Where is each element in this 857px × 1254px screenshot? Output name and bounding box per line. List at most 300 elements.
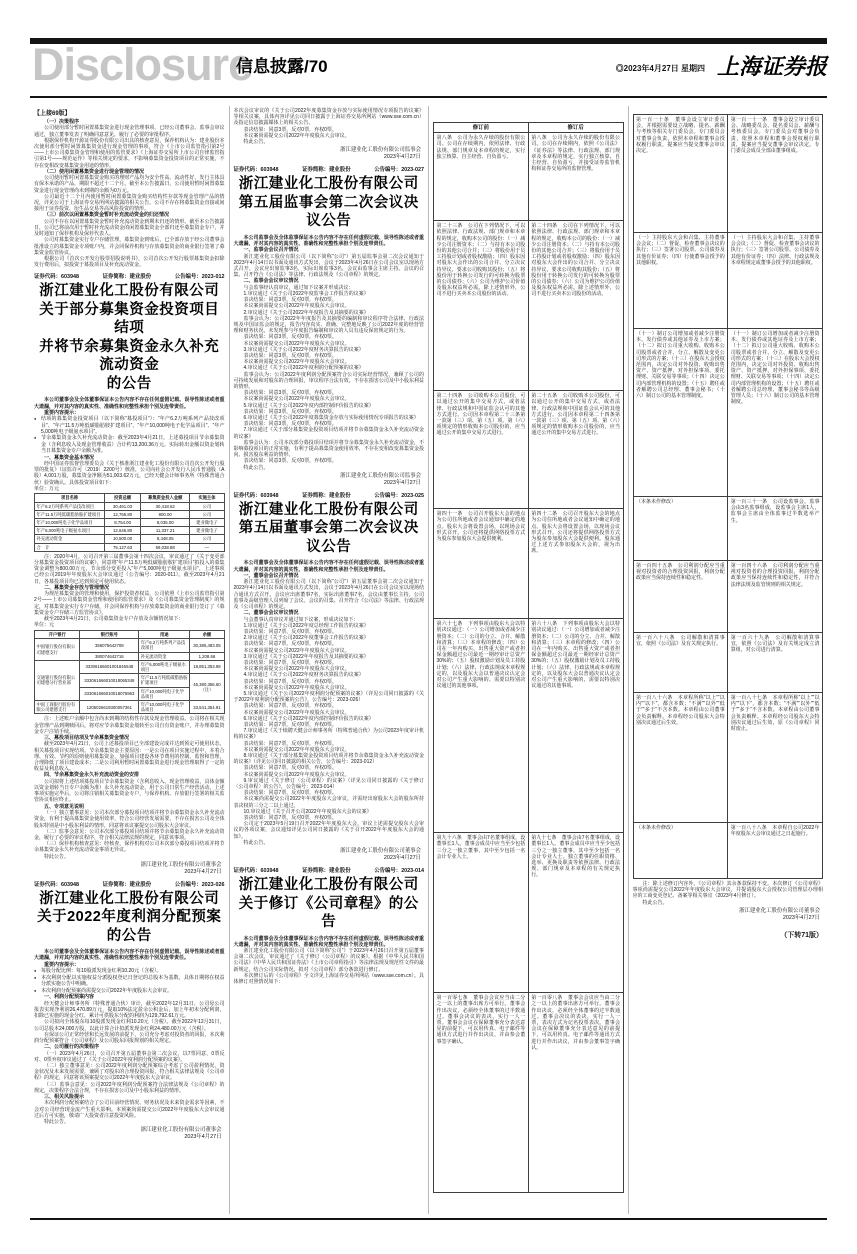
paragraph: 公司使用暂时闲置募集资金购买的理财产品均为安全性高、流动性好、发行主体具有保本承诺的产品，期限不超过十二个月。截至本公告披露日，公司使用暂时闲置募集资金进行现金管理尚未到期的余额为0万元。 [34,175,225,194]
table-cell: 中国银行股份有限公司建德支行 [35,639,80,661]
paragraph: 表决结果：同意7票，反对0票，弃权0票。 [243,740,337,747]
paragraph: 6.审议通过《关于公司2022年度内部控制评价报告的议案》 [243,715,374,722]
stock-meta-item: 证券简称：建业股份 [302,868,351,875]
stock-meta-item: 公告编号：2023-014 [374,868,424,875]
table-cell: 合 计 [35,543,105,551]
paragraph: （三）保荐机构核查意见：经核查，保荐机构对公司本次部分募投项目结项并将节余募集资金永久补充流动资金事项无异议。 [34,841,225,854]
paragraph: 注：2020年4月，公司召开第三届董事会第十四次会议，审议通过了《关于变更部分募集资金投资项目的议案》，同意将“年产11.5万吨低碳脂肪胺扩建项目”拟投入的募集资金调整为800.00万元，节余部分变更投入“年产5,000吨电子级氨水项目”，上述事项已经公司2019年年度股东大会审议通过（公告编号：2020-011）。截至2023年4月21日，各募投项目均已达到预定可使用状态。 [34,553,225,585]
section-heading: 重要内容提示： [44,961,80,968]
table-header-cell: 余额 [190,631,224,639]
table-cell: 第八条 公司为永久存续的股份有限公司。公司在存续期内，依照法律、行政法规、部门规章及本章程的规定，实行独立核算、自主经营、自负盈亏。 [434,133,529,221]
paragraph: 本议案尚需提交公司2022年年度股东大会审议，并需经出席股东大会的股东所持表决权的三分之二以上通过。 [233,796,424,809]
comparison-row [633,115,823,233]
paragraph: 注：除上述修订内容外，《公司章程》其余条款保持不变。本次修订《公司章程》事项尚需提交公司2022年年度股东大会审议，并提请股东大会授权公司管理层办理相应的工商变更登记、备案等相关事宜（2023年4月修订）。 [632,881,823,900]
paragraph: 表决结果：同意7票，反对0票，弃权0票。 [243,641,337,648]
section-heading: 二、募集资金存放与管理情况 [44,584,110,591]
stock-meta-line [34,272,225,280]
table-row [35,502,225,510]
disclaimer-paragraph: 本公司董事会及全体董事保证本公告内容不存在任何虚假记载、误导性陈述或者重大遗漏，并对其内容的真实性、准确性和完整性承担个别及连带责任。 [233,560,424,573]
table-cell: 59,038.88 [141,543,190,551]
table-cell: 18,851,353.98 [190,660,224,673]
table-header-cell: 投资总额 [105,494,141,502]
paragraph: 本议案尚需提交公司2022年年度股东大会审议。 [243,340,350,347]
data-table [34,630,225,714]
stock-meta-item: 证券简称：建业股份 [102,274,152,281]
section-heading: 三、相关风险提示 [44,1094,85,1100]
table-cell: 年产11.5万吨低碳脂肪胺扩建项目 [139,674,190,687]
newspaper-column-1 [30,106,229,1214]
announcement-headline [234,175,425,231]
table-cell: 第一百六十八条 公司解散和清算事宜，依照《公司法》及有关规定执行。 [633,633,728,693]
table-cell: 补充流动资金 [35,535,105,543]
paragraph: 10.审议通过《关于召开公司2022年年度股东大会的议案》 [243,808,372,815]
paragraph: 经天健会计师事务所（特殊普通合伙）审计，截至2022年12月31日，公司母公司报表实现净利润26,470.89万元，提取10%法定盈余公积金后，加上年初未分配利润，扣除已实施的现金分红，累计可供股东分配的利润为129,792.61万元。 [34,1000,225,1020]
paragraph: 在保证公司正常经营和长远发展的前提下，公司充分考虑对投资者的回报，本次利润分配预案符合《公司章程》及公司股东回报规划的相关规定。 [34,1031,225,1044]
table-cell: 第一百三十一条 公司设监事会。监事会由3名监事组成，设监事会主席1人，监事会主席由全体监事过半数选举产生。 [728,497,823,561]
paragraph: （一）2023年4月26日，公司召开第五届董事会第二次会议，以7票同意、0票反对、0票弃权审议通过了《关于公司2022年度利润分配预案的议案》。 [34,1050,225,1063]
stock-meta-line [234,866,425,874]
table-row [35,639,225,652]
signature-block [234,848,422,862]
table-cell: 333061666010018065348 [80,674,139,687]
announcement-headline [234,501,425,557]
table-cell: 333061666010018075963 [80,687,139,700]
table-cell: 第二十四条 公司在下列情况下，可以依照法律、行政法规、部门规章和本章程的规定，收购本公司的股份：（一）减少公司注册资本；（二）与持有本公司股份的其他公司合并；（三）将股份用于员工持股计划或者股权激励；（四）股东因对股东大会作出的公司合并、分立决议持异议，要求公司收购其股份；（五）将股份用于转换公司发行的可转换为股票的公司债券；（六）公司为维护公司价值及股东权益所必需。除上述情形外，公司不进行买卖本公司股份的活动。 [528,221,623,391]
signature-line: 2023年4月27日 [383,154,421,161]
paragraph: 注：上述账户余额中包含尚未到期的结构性存款及现金管理收益。公司将在相关现金管理产品到期赎回后，将对应节余募集资金划转至公司自有资金账户，并办理募集资金专户注销手续。 [34,716,225,735]
paragraph: 特此公告。 [44,1119,70,1126]
paragraph: 为规范募集资金的管理和使用，保护投资者权益，公司依照《上市公司监管指引第2号——上市公司募集资金管理和使用的监管要求》及《公司募集资金管理制度》的规定，对募集资金实行专户存储，并会同保荐机构与存放募集资金的商业银行签订了《募集资金专户存储三方监管协议》。 [34,591,225,616]
table-cell: 10,500.00 [105,535,141,543]
announcement-headline [34,282,225,393]
charter-comparison-table [633,114,824,879]
table-cell: 公司 [190,510,224,518]
signature-block [234,473,422,487]
data-table [34,493,225,551]
table-cell: 第一百零八条 董事会会议应当由二分之一以上的董事出席方可举行。董事会作出决议，必须经全体董事的过半数通过。董事会决议的表决，实行一人一票，表决方式为记名投票表决。董事会会议在保障董事充分表达意见的前提下，可以用传真、电子邮件等通讯方式进行并作出决议，并由参会董事签字确认。 [528,993,623,1193]
section-heading: 重要内容提示： [44,409,80,416]
paragraph: 4.审议通过《关于公司2022年度财务决算报告的议案》 [243,672,364,679]
paragraph: 表决结果：同意3票，反对0票，弃权0票。 [243,421,337,428]
table-header-cell: 修订后 [528,123,623,133]
table-cell: 45,380,356.60（注） [190,674,224,701]
table-cell: 年产6.2万吨系列产品技改项目 [139,639,190,652]
headline-line: 浙江建业化工股份有限公司 [39,283,220,300]
paragraph: 7.审议通过《关于部分募集资金投资项目结项并将节余募集资金永久补充流动资金的议案》 [233,427,424,440]
section-heading: （二）使用闲置募集资金进行现金管理的情况 [44,168,145,175]
paragraph: 特此公告。 [243,139,269,146]
comparison-row [434,993,624,1193]
headline-line: 关于修订《公司章程》的公告 [238,895,419,931]
paragraph: 表决结果：同意3票，反对0票，弃权0票。 [243,126,337,133]
paragraph: 7.审议通过《关于续聘天健会计师事务所（特殊普通合伙）为公司2023年度审计机构的议案》 [233,728,424,741]
paragraph: 表决结果：同意3票，反对0票，弃权0票。 [243,334,337,341]
paragraph: 公司拟向全体股东每10股派发现金红利10.20元（含税）。截至2022年12月31日，公司总股本24,000万股，以此计算合计拟派发现金红利24,480.00万元（含税）。 [34,1019,225,1032]
paragraph: 根据公司《首次公开发行股票招股说明书》，公司首次公开发行股票募集资金扣除发行费用后，拟投资于募投项目及补充流动资金。 [34,256,225,269]
table-cell: 公司 [190,535,224,543]
paragraph: 本次修订后的《公司章程》全文详见上海证券交易所网站（www.sse.com.cn）。具体修订对照情况如下： [233,972,424,986]
section-heading: 一、募集资金基本情况 [44,454,95,461]
table-cell: 30,461.03 [105,502,141,510]
paragraph: 2.审议通过《关于公司2022年度董事会工作报告的议案》 [243,635,369,642]
table-cell: 第一百一十一条 董事会设立审计委员会、战略委员会、提名委员会、薪酬与考核委员会。专门委员会对董事会负责，依照本章程和董事会授权履行职责，提案应当提交董事会审议决定。专门委员会成员全部由董事组成。 [728,115,823,233]
paragraph: 表决结果：同意7票，反对0票，弃权0票。 [243,703,337,710]
signature-line: 2023年4月27日 [782,914,820,921]
headline-line: 浙江建业化工股份有限公司 [238,877,419,894]
paragraph: 2.审议通过《关于公司2022年年度报告及其摘要的议案》 [243,309,369,316]
table-cell: 30,418.62 [141,502,190,510]
paragraph: 表决结果：同意3票，反对0票，弃权0票。 [243,297,337,304]
table-cell: 第二十四条 公司收购本公司股份，可以通过公开的集中交易方式，或者法律、行政法规和中国证监会认可的其他方式进行。公司因本章程第二十三条第一款第（三）项、第（五）项、第（六）项规定的情形收购本公司股份的，应当通过公开的集中交易方式进行。 [434,391,529,509]
paragraph: 本议案尚需提交公司2022年年度股东大会审议。 [243,666,350,673]
table-cell: 交通银行股份有限公司建德分行营业部 [35,660,80,700]
table-cell: 年产10,000吨电子化学品项目 [139,687,190,700]
signature-line: 2023年4月27日 [383,479,421,486]
stock-meta-item: 公告编号：2023-012 [174,274,225,281]
bullet-item: ● 结项的募集资金投资项目（以下简称“募投项目”）：“年产6.2万吨系列产品技改项目”、“年产11.5万吨低碳脂肪胺扩建项目”、“年产10,000吨电子化学品项目”、“年产5,000吨电子级氨水项目”。 [34,416,225,435]
table-cell: 年产10,000吨电子化学品项目 [139,701,190,714]
table-header-cell: 修订前 [434,123,529,133]
table-header-cell: 银行账号 [80,631,139,639]
paragraph: 与会董事认真审议并通过如下议案，形成决议如下： [243,616,359,623]
section-heading: 二、董事会会议审议情况 [243,610,299,617]
stock-meta-item: 证券代码：603948 [233,868,279,875]
table-cell: 第一百一十条 董事会设立审计委员会，并根据需要设立战略、提名、薪酬与考核等相关专门委员会。专门委员会对董事会负责，依照本章程和董事会授权履行职责，提案应当提交董事会审议决定。 [633,115,728,233]
paragraph: 3.审议通过《关于公司2022年度财务决算报告的议案》 [243,346,364,353]
signature-line: 浙江建业化工股份有限公司董事会 [140,1127,222,1134]
paragraph: 本议案尚需提交公司2022年年度股东大会审议。 [243,684,350,691]
paragraph: （二）监事会意见：公司本次部分募投项目结项并将节余募集资金永久补充流动资金，履行了必要的审议程序，符合相关法律法规的规定，同意该事项。 [34,828,225,841]
paragraph: 单位：万元 [34,485,60,492]
table-cell: 年产10,000吨电子化学品项目 [35,519,105,527]
table-cell: 年产6.2万吨系列产品技改项目 [35,502,105,510]
table-cell: 12,765.80 [105,510,141,518]
comparison-header-row [434,123,624,133]
paragraph: 公司对募集资金实行专户存储管理，募集资金到账后，已全部存放于经公司董事会批准设立的募集资金专项账户内，并会同保荐机构与存放募集资金的商业银行签署了募集资金监管协议。 [34,237,225,256]
comparison-row [434,221,624,391]
table-cell: 建业微电子 [190,527,224,535]
table-cell: 年产5,000吨电子级氨水项目 [35,527,105,535]
comparison-row [633,633,823,693]
table-cell: 第六十八条 下列事项由股东大会以特别决议通过：（一）公司增加或者减少注册资本；（二）公司的分立、合并、解散和清算；（三）本章程的修改；（四）公司在一年内购买、出售重大资产或者担保金额超过公司最近一期经审计总资产30%的；（五）股权激励计划及员工持股计划；（六）法律、行政法规或本章程规定的，以及股东大会以普通决议认定会对公司产生重大影响的、需要以特别决议通过的其他事项。 [528,619,623,833]
comparison-row [633,329,823,497]
stock-meta-item: 公告编号：2023-026 [174,881,225,888]
paragraph: 本议案尚需提交公司2022年年度股东大会审议。 [243,359,350,366]
table-row [35,701,225,714]
table-header-cell: 开户银行 [35,631,80,639]
table-cell: 第一百四十五条 公司利润分配应当重视对投资者的合理投资回报，利润分配政策应当保持连续性和稳定性。 [633,561,728,633]
comparison-row [633,823,823,879]
stock-meta-line [234,491,425,499]
stock-meta-item: 证券简称：建业股份 [102,881,152,888]
charter-comparison-table [433,122,624,1193]
table-cell: 1206026619300057361 [80,701,139,714]
table-cell: 第二十三条 公司在下列情况下，可以依照法律、行政法规、部门规章和本章程的规定，收购本公司的股份：（一）减少公司注册资本；（二）与持有本公司股份的其他公司合并；（三）将股份用于员工持股计划或者股权激励；（四）股东因对股东大会作出的公司合并、分立决议持异议，要求公司收购其股份；（五）将股份用于转换公司发行的可转换为股票的公司债券；（六）公司为维护公司价值及股东权益所必需。除上述情形外，公司不进行买卖本公司股份的活动。 [434,221,529,391]
paragraph: 特此公告。 [44,853,70,860]
spacer [433,108,624,122]
table-cell: 11,337.21 [141,527,190,535]
table-cell: 33,541,354.91 [190,701,224,714]
paragraph: 浙江建业化工股份有限公司（以下简称“公司”）第五届董事会第二次会议通知于2023年4月14日以书面及通讯方式发出，会议于2023年4月26日在公司会议室以现场结合通讯方式召开。会议应出席董事7名，实际出席董事7名，会议由董事长主持，公司监事及高级管理人员列席了会议。会议的召集、召开符合《公司法》等法律、行政法规及《公司章程》的规定。 [233,579,424,610]
table-cell: 第一百八十八条 本章程自公司2022年年度股东大会审议通过之日起施行。 [728,823,823,879]
table-cell: 年产11.5万吨低碳脂肪胺扩建项目 [35,510,105,518]
table-cell: 第四十二条 公司召开股东大会的地点为公司住所地或者会议通知中确定的地点。股东大会将设置会场，以现场会议形式召开。公司还将提供网络投票方式为股东参加股东大会提供便利。股东通过上述方式参加股东大会的，视为出席。 [528,509,623,619]
section-heading: 二、监事会会议审议情况 [243,278,299,285]
table-header-row [35,631,225,639]
table-cell: — [190,543,224,551]
signature-block [34,862,222,876]
bullet-item: ● 节余募集资金永久补充流动资金：截至2023年4月21日，上述募投项目节余募集资金（含利息收入及现金管理收益）合计约13,200.36万元，实际转出金额以资金划转当日募集资金专户余额为准。 [34,435,225,454]
stock-meta-item: 证券代码：603948 [34,881,79,888]
stock-meta-item: 公告编号：2023-027 [374,167,424,174]
paragraph: 6.审议通过《关于公司2022年度募集资金存放与实际使用情况专项报告的议案》 [243,415,419,422]
table-cell: 中国工商银行股份有限公司建德支行 [35,701,80,714]
headline-line: 浙江建业化工股份有限公司 [238,176,419,193]
headline-line: 关于2022年度利润分配预案的公告 [37,909,222,944]
stock-meta-item: 证券简称：建业股份 [302,492,351,499]
paragraph: 监事会认为：公司本次部分募投项目结项并将节余募集资金永久补充流动资金，不影响募投项目的正常实施，有利于提高募集资金使用效率，不存在变相改变募集资金投向、损害股东利益的情形。 [233,439,424,459]
disclaimer-paragraph: 本公司董事会及全体董事保证本公告内容不存在任何虚假记载、误导性陈述或者重大遗漏，并对其内容的真实性、准确性和完整性承担个别及连带责任。 [233,935,424,948]
section-heading: （三）前次以闲置募集资金暂时补充流动资金的归还情况 [44,212,170,219]
paragraph: 8.审议通过《关于部分募集资金投资项目结项并将节余募集资金永久补充流动资金的议案》（详见公司同日披露的相关公告，公告编号：2023-012） [233,753,424,766]
signature-line: 2023年4月27日 [383,855,421,862]
headline-line: 浙江建业化工股份有限公司 [238,501,419,518]
stock-meta-line [234,165,425,173]
paragraph: 4.审议通过《关于公司2022年度利润分配预案的议案》 [243,365,364,372]
brand-logo: Disclosure [32,39,253,90]
table-cell: 8,448.05 [141,535,190,543]
paragraph: 1.审议通过《关于公司2022年度总经理工作报告的议案》 [243,622,369,629]
table-cell: （十一）制订公司增加或者减少注册资本、发行债券或其他证券及上市方案；（十二）拟订公司重大收购、收购本公司股票或者合并、分立、解散及变更公司形式的方案；（十三）在股东大会授权范围内，决定公司对外投资、收购出售资产、资产抵押、对外担保事项、委托理财、关联交易等事项；（十四）决定公司内部管理机构的设置；（十五）聘任或者解聘公司总经理、董事会秘书等高级管理人员；（十六）制订公司的基本管理制度。 [728,329,823,497]
paragraph: 本次利润分配预案结合了公司目前经营情况、财务状况及未来资金需求等因素，不会对公司经营现金流产生重大影响。本预案尚需提交公司2022年年度股东大会审议通过后方可实施，敬请广大投资者注意投资风险。 [34,1100,225,1119]
paragraph: 监事会认为：公司2022年度利润分配预案符合公司实际经营情况，兼顾了公司的可持续发展和对股东的合理回报，审议程序合法有效，不存在损害公司及中小股东利益的情形。 [233,371,424,390]
signature-line: 浙江建业化工股份有限公司监事会 [340,472,421,479]
signature-line: 2023年4月27日 [184,1134,222,1141]
paragraph: 本议案尚需提交公司2022年年度股东大会审议。 [243,396,350,403]
signature-line: 浙江建业化工股份有限公司董事会 [739,907,820,914]
paragraph: 表决结果：同意3票，反对0票，弃权0票。 [243,390,337,397]
table-header-row [35,494,225,502]
headline-line: 关于部分募集资金投资项目结项 [39,301,220,337]
table-cell: （十一）制订公司增加或者减少注册资本、发行债券或其他证券及上市方案；（十二）拟订公司重大收购、收购本公司股票或者合并、分立、解散及变更公司形式的方案；（十三）在股东大会授权范围内，决定公司对外投资、收购出售资产、资产抵押、对外担保事项、委托理财、关联交易等事项；（十四）决定公司内部管理机构的设置；（十五）聘任或者解聘公司总经理、董事会秘书；（十六）制订公司的基本管理制度。 [633,329,728,497]
paragraph: 浙江建业化工股份有限公司（以下简称“公司”）于2023年4月26日召开第五届董事会第二次会议，审议通过了《关于修订〈公司章程〉的议案》。根据《中华人民共和国公司法》《中华人民共和国证券法》《上市公司章程指引》等法律法规及规范性文件的最新规定，结合公司实际情况，拟对《公司章程》部分条款进行修订。 [233,948,424,973]
table-cell: 30,385,483.05 [190,639,224,652]
table-cell: 公司 [190,502,224,510]
paragraph: 本议案尚需提交公司2022年年度股东大会审议。 [243,709,350,716]
signature-block [633,908,821,922]
paragraph: 与会监事经认真审议，通过如下议案并形成决议： [243,284,354,291]
comparison-row [633,693,823,823]
stock-meta-item: 证券代码：603948 [233,167,279,174]
paragraph: （一）独立董事意见：公司本次部分募投项目结项并将节余募集资金永久补充流动资金，有利于提高募集资金使用效率，符合公司经营发展需要，不存在损害公司及全体股东特别是中小股东利益的情形，同意将该议案提交公司股东大会审议。 [34,810,225,829]
table-row [35,535,225,543]
table-row [35,510,225,518]
disclaimer-paragraph: 本公司监事会及全体监事保证本公告内容不存在任何虚假记载、误导性陈述或者重大遗漏，并对其内容的真实性、准确性和完整性承担个别及连带责任。 [233,234,424,247]
table-cell: 356075642708 [80,639,139,652]
section-heading: 一、利润分配预案内容 [44,994,95,1001]
paragraph: 特此公告。 [642,899,668,906]
signature-line: 浙江建业化工股份有限公司监事会 [340,147,421,154]
section-heading: 三、募投项目结项及节余募集资金情况 [44,735,130,742]
paragraph: 表决结果：同意3票，反对0票，弃权0票。 [243,408,337,415]
table-cell: 第九十六条 董事会由7名董事组成，设董事长1人。董事会成员中应当至少包括三分之一独立董事，其中至少包括一名会计专业人士。 [434,833,529,993]
table-cell: 第四十一条 公司召开股东大会的地点为公司住所地或者会议通知中确定的地点。股东大会将设置会场，以现场会议形式召开。公司还将提供网络投票方式为股东参加股东大会提供便利。 [434,509,529,619]
section-heading: 四、节余募集资金永久补充流动资金的安排 [44,772,140,779]
newspaper-column-3 [428,106,628,1214]
continuation-marker: 【上接69版】 [34,111,71,117]
disclaimer-paragraph: 本公司董事会及全体董事保证本公告内容不存在任何虚假记载、误导性陈述或者重大遗漏，并对其内容的真实性、准确性和完整性承担个别及连带责任。 [34,949,225,962]
table-header-cell: 募集资金投入金额 [141,494,190,502]
table-cell: 8,035.00 [141,519,190,527]
newspaper-column-4 [628,106,828,1214]
headline-line: 的公告 [106,375,152,392]
table-header-cell: 实施主体 [190,494,224,502]
paragraph: （三）监事会意见：公司2022年度利润分配预案符合法律法规及《公司章程》的规定，决策程序合法合规，不存在损害公司及中小股东利益的情形。 [34,1081,225,1094]
page-jump-note: （下转71版） [780,931,823,939]
section-heading: 一、监事会会议召开情况 [243,247,299,254]
table-cell: 第一百零七条 董事会会议应当由二分之一以上的董事出席方可举行。董事会作出决议，必须经全体董事的过半数通过。董事会决议的表决，实行一人一票。董事会会议在保障董事充分表达意见的前提下，可以用传真、电子邮件等通讯方式进行并作出决议，并由参会董事签字确认。 [434,993,529,1193]
signature-line: 2023年4月27日 [184,868,222,875]
paragraph: 公司定于2023年5月19日召开2022年年度股东大会，审议上述需提交股东大会审议的各项议案，会议通知详见公司同日披露的《关于召开2022年年度股东大会的通知》。 [233,821,424,840]
comparison-row [434,833,624,993]
stock-meta-item: 公告编号：2023-025 [374,492,424,499]
comparison-row [633,233,823,329]
comparison-row [434,133,624,221]
table-row [35,543,225,551]
table-cell: 第二十五条 公司收购本公司股份，可以通过公开的集中交易方式，或者法律、行政法规和中国证监会认可的其他方式进行。公司因本章程第二十四条第一款第（三）项、第（五）项、第（六）项规定的情形收购本公司股份的，应当通过公开的集中交易方式进行。 [528,391,623,509]
newspaper-column-2 [229,106,429,1214]
paragraph: 公司最近十二个月内使用暂时闲置募集资金购买结构性存款等现金管理产品的情况，详见公司于上海证券交易所网站披露的相关公告。公司不存在将募集资金直接或间接用于证券投资、衍生品交易等高风险投资的情形。 [34,193,225,213]
table-cell: 第六十七条 下列事项由股东大会以特别决议通过：（一）公司增加或者减少注册资本；（二）公司的分立、合并、解散和清算；（三）本章程的修改；（四）公司在一年内购买、出售重大资产或者担保金额超过公司最近一期经审计总资产30%的；（五）股权激励计划及员工持股计划；（六）法律、行政法规或本章程规定的，以及股东大会以普通决议认定会对公司产生重大影响的、需要以特别决议通过的其他事项。 [434,619,529,833]
paragraph: 公司拟将上述结项募投项目节余募集资金（含利息收入、现金管理收益，具体金额以资金划转当日专户余额为准）永久补充流动资金，用于公司日常生产经营活动。上述事项实施完毕后，公司将注销相关募集资金专户，与保荐机构、存放银行签署的相关监管协议相应终止。 [34,778,225,804]
table-cell: 建业微电子 [190,519,224,527]
comparison-row [633,497,823,561]
announcement-headline [34,890,225,946]
comparison-row [434,619,624,833]
section-heading: 二、公司履行的决策程序 [44,1044,100,1051]
date-line: ◎2023年4月27日 星期四 [615,64,705,73]
paragraph: 表决结果：同意7票，反对0票，弃权0票。 [243,678,337,685]
headline-line: 第五届董事会第二次会议决议公告 [238,520,419,555]
section-heading: 一、董事会会议召开情况 [243,572,299,579]
paragraph: 截至2023年4月21日，公司募集资金专户存放及余额情况如下： [44,616,184,623]
paragraph: 浙江建业化工股份有限公司（以下简称“公司”）第五届监事会第二次会议通知于2023年4月14日以书面及通讯方式发出，会议于2023年4月26日在公司会议室以现场方式召开。会议应出席监事3名，实际出席监事3名，会议由监事会主席主持。会议的召集、召开符合《公司法》等法律、行政法规及《公司章程》的规定。 [233,253,424,279]
headline-line: 第五届监事会第二次会议决议公告 [238,194,419,230]
bottom-rule [30,1218,827,1220]
paragraph: 表决结果：同意7票，反对0票，弃权0票。 [243,815,337,822]
table-cell: 第一百六十九条 公司解散和清算事宜，依照《公司法》及有关规定成立清算组，对公司进行清算。 [728,633,823,693]
table-cell: （一）主持股东大会和召集、主持董事会会议；（二）督促、检查董事会决议的执行；（三）签署公司股票、公司债券及其他有价证券；（四）行使董事会授予的其他职权。 [633,233,728,329]
table-cell: （本条未作修改） [633,823,728,879]
paragraph: 根据保荐机构开源证券股份有限公司出具的核查意见，保荐机构认为：建业股份本次使用部分暂时闲置募集资金进行现金管理的事项，符合《上市公司监管指引第2号——上市公司募集资金管理和使用的监管要求》《上海证券交易所上市公司自律监管指引第1号——规范运作》等相关规定的要求，不影响募集资金投资项目的正常实施，不存在变相改变募集资金用途的情形。 [34,137,225,169]
section-heading: 五、专项意见说明 [44,803,85,810]
header-rule [30,96,827,98]
paragraph: 本议案尚需提交公司2022年年度股东大会审议。 [243,132,350,139]
paragraph: 3.审议通过《关于公司2022年年度报告及其摘要的议案》 [243,653,369,660]
table-cell: 1,208.66 [190,652,224,660]
disclaimer-paragraph: 本公司董事会及全体董事保证本公告内容不存在任何虚假记载、误导性陈述或者重大遗漏，并对其内容的真实性、准确性和完整性承担个别及连带责任。 [34,397,225,410]
table-row [35,660,225,673]
table-cell: 75,127.63 [105,543,141,551]
announcement-headline [234,876,425,932]
table-header-cell: 用途 [139,631,190,639]
table-cell: 第一百八十六条 本章程所称“以上”“以内”“以下”，都含本数；“不满”“以外”“低于”“多于”不含本数。本章程由公司董事会负责解释。本章程经公司股东大会特别决议通过后生效。 [633,693,728,823]
bullet-item: ● 本次利润分配预案尚需提交公司2022年年度股东大会审议。 [34,988,225,994]
table-cell: 第九十七条 董事会由7名董事组成，设董事长1人。董事会成员中应当至少包括三分之一独立董事，其中至少包括一名会计专业人士。独立董事的任职资格、选举、更换及职责等依照法律、行政法规、部门规章及本章程的有关规定执行。 [528,833,623,993]
paragraph: 表决结果：同意3票，反对0票，弃权0票。 [243,352,337,359]
table-cell: 800.00 [141,510,190,518]
table-cell: 第八条 公司为永久存续的股份有限公司。公司在存续期内，依照《公司法》《证券法》等法律、行政法规、部门规章及本章程的规定，实行独立核算、自主经营、自负盈亏，并接受证券监管机构和证券交易所的监督管理。 [528,133,623,221]
paragraph: 表决结果：同意7票，反对0票，弃权0票。 [243,790,337,797]
section-heading: （一）决策程序 [44,119,80,125]
paragraph: 本议案尚需提交公司2022年年度股东大会审议。 [243,746,350,753]
table-row [35,527,225,535]
signature-line: 浙江建业化工股份有限公司董事会 [340,848,421,855]
paragraph: 1.审议通过《关于公司2022年度监事会工作报告的议案》 [243,290,369,297]
paragraph: 本议案尚需提交公司2022年年度股东大会审议。 [243,303,350,310]
stock-meta-item: 证券简称：建业股份 [302,167,351,174]
paragraph: 5.审议通过《关于公司2022年度利润分配预案的议案》（详见公司同日披露的《关于2022年度利润分配预案的公告》，公告编号：2023-026） [233,691,424,704]
paragraph: 公司使用部分暂时闲置募集资金进行现金管理事项，已经公司董事会、监事会审议通过，独立董事发表了明确同意意见，履行了必要的审批程序。 [34,125,225,138]
headline-line: 并将节余募集资金永久补充流动资金 [39,338,220,374]
table-cell: 380074642716 [80,652,139,660]
stock-meta-line [34,880,225,888]
stock-meta-item: 证券代码：603948 [34,274,79,281]
signature-line: 浙江建业化工股份有限公司董事会 [140,861,222,868]
paragraph: 公司不存在以闲置募集资金暂时补充流动资金到期未归还的情形。截至本公告披露日，公司已将前次用于暂时补充流动资金的闲置募集资金全部归还至募集资金专户，并及时通知了保荐机构及保荐代表人。 [34,218,225,238]
table-cell: 第一百四十六条 公司利润分配应当重视对投资者的合理投资回报，利润分配政策应当保持连续性和稳定性，并符合法律法规及监管规则的相关规定。 [728,561,823,633]
table-cell: 年产5,000吨电子级氨水项目 [139,660,190,673]
table-cell: 8,754.00 [105,519,141,527]
paragraph: 表决结果：同意7票，反对0票，弃权0票。 [243,765,337,772]
columns-container [30,106,827,1214]
bullet-item: ● 每股分配比例：每10股派发现金红利10.20元（含税）。 [34,968,225,974]
signature-block [234,147,422,161]
paragraph: 本议案尚需提交公司2022年年度股东大会审议。 [243,647,350,654]
comparison-row [434,509,624,619]
table-cell: 12,646.80 [105,527,141,535]
paragraph: 监事会认为：公司2022年年度报告及其摘要的编制和审议程序符合法律、行政法规及中国证监会的规定，报告内容真实、准确、完整地反映了公司2022年度的经营管理和财务状况，未发现参与年度报告编制和审议的人员有违反保密规定的行为。 [233,315,424,335]
paragraph: 表决结果：同意3票，反对0票，弃权0票。 [243,458,337,465]
paragraph: 表决结果：同意7票，反对0票，弃权0票。 [243,628,337,635]
paragraph: 截至2023年4月21日，公司上述募投项目已全部建设完成并达到预定可使用状态，相关募投项目实现结项。节余募集资金主要原因：一是公司在项目实施过程中，本着合理、有效、节约的原则使用募集资金，加强项目建设各环节费用的控制、监督和管理，合理降低了项目建设成本；二是公司利用暂时闲置募集资金进行现金管理取得了一定的收益及利息收入。 [34,741,225,773]
table-cell: （一）主持股东大会和召集、主持董事会会议；（二）督促、检查董事会决议的执行；（三）签署公司股票、公司债券及其他有价证券；（四）法律、行政法规及本章程规定或董事会授予的其他职权。 [728,233,823,329]
table-cell: 33306166601001846548 [80,660,139,673]
table-header-cell: 项目名称 [35,494,105,502]
bullet-item: ● 本次利润分配以实施权益分派股权登记日登记的总股本为基数，具体日期将在权益分派实施公告中明确。 [34,975,225,987]
paragraph: 表决结果：同意7票，反对0票，弃权0票。 [243,722,337,729]
paragraph: 本次会议审议的《关于公司2022年度募集资金存放与实际使用情况专项报告的议案》等相关议案，具体内容详见公司同日披露于上海证券交易所网站（www.sse.com.cn）及指定信息披露媒体上的相关公告。 [233,108,424,127]
paragraph: 5.审议通过《关于公司2022年度内部控制评价报告的议案》 [243,402,374,409]
table-row [35,519,225,527]
table-cell: 第一百八十七条 本章程所称“以上”“以内”“以下”，都含本数；“不满”“以外”“低于”“多于”不含本数。本章程由公司董事会负责解释。本章程经公司股东大会特别决议通过后生效，原《公司章程》同时废止。 [728,693,823,823]
paragraph: 表决结果：同意7票，反对0票，弃权0票。 [243,660,337,666]
paragraph: 9.审议通过《关于修订〈公司章程〉的议案》（详见公司同日披露的《关于修订〈公司章程〉的公告》，公告编号：2023-014） [233,777,424,791]
paragraph: 特此公告。 [243,464,269,471]
table-cell: （本条未作修改） [633,497,728,561]
paragraph: 本议案尚需提交公司2022年年度股东大会审议。 [243,771,350,778]
headline-line: 浙江建业化工股份有限公司 [39,890,220,907]
comparison-row [633,561,823,633]
paragraph: （二）独立董事意见：公司2022年度利润分配预案综合考虑了公司盈利情况、资金状况及未来发展需要，兼顾了对股东的合理投资回报，符合相关法律法规及《公司章程》的规定，同意将该预案提交公司2022年年度股东大会审议。 [34,1062,225,1082]
signature-block [34,1127,222,1141]
stock-meta-item: 证券代码：603948 [233,492,279,499]
table-cell: 补充流动资金 [139,652,190,660]
comparison-row [434,391,624,509]
masthead-logo: 上海证券报 [716,54,827,80]
paragraph: 单位：元 [34,622,55,629]
section-title: 信息披露/70 [236,57,328,76]
